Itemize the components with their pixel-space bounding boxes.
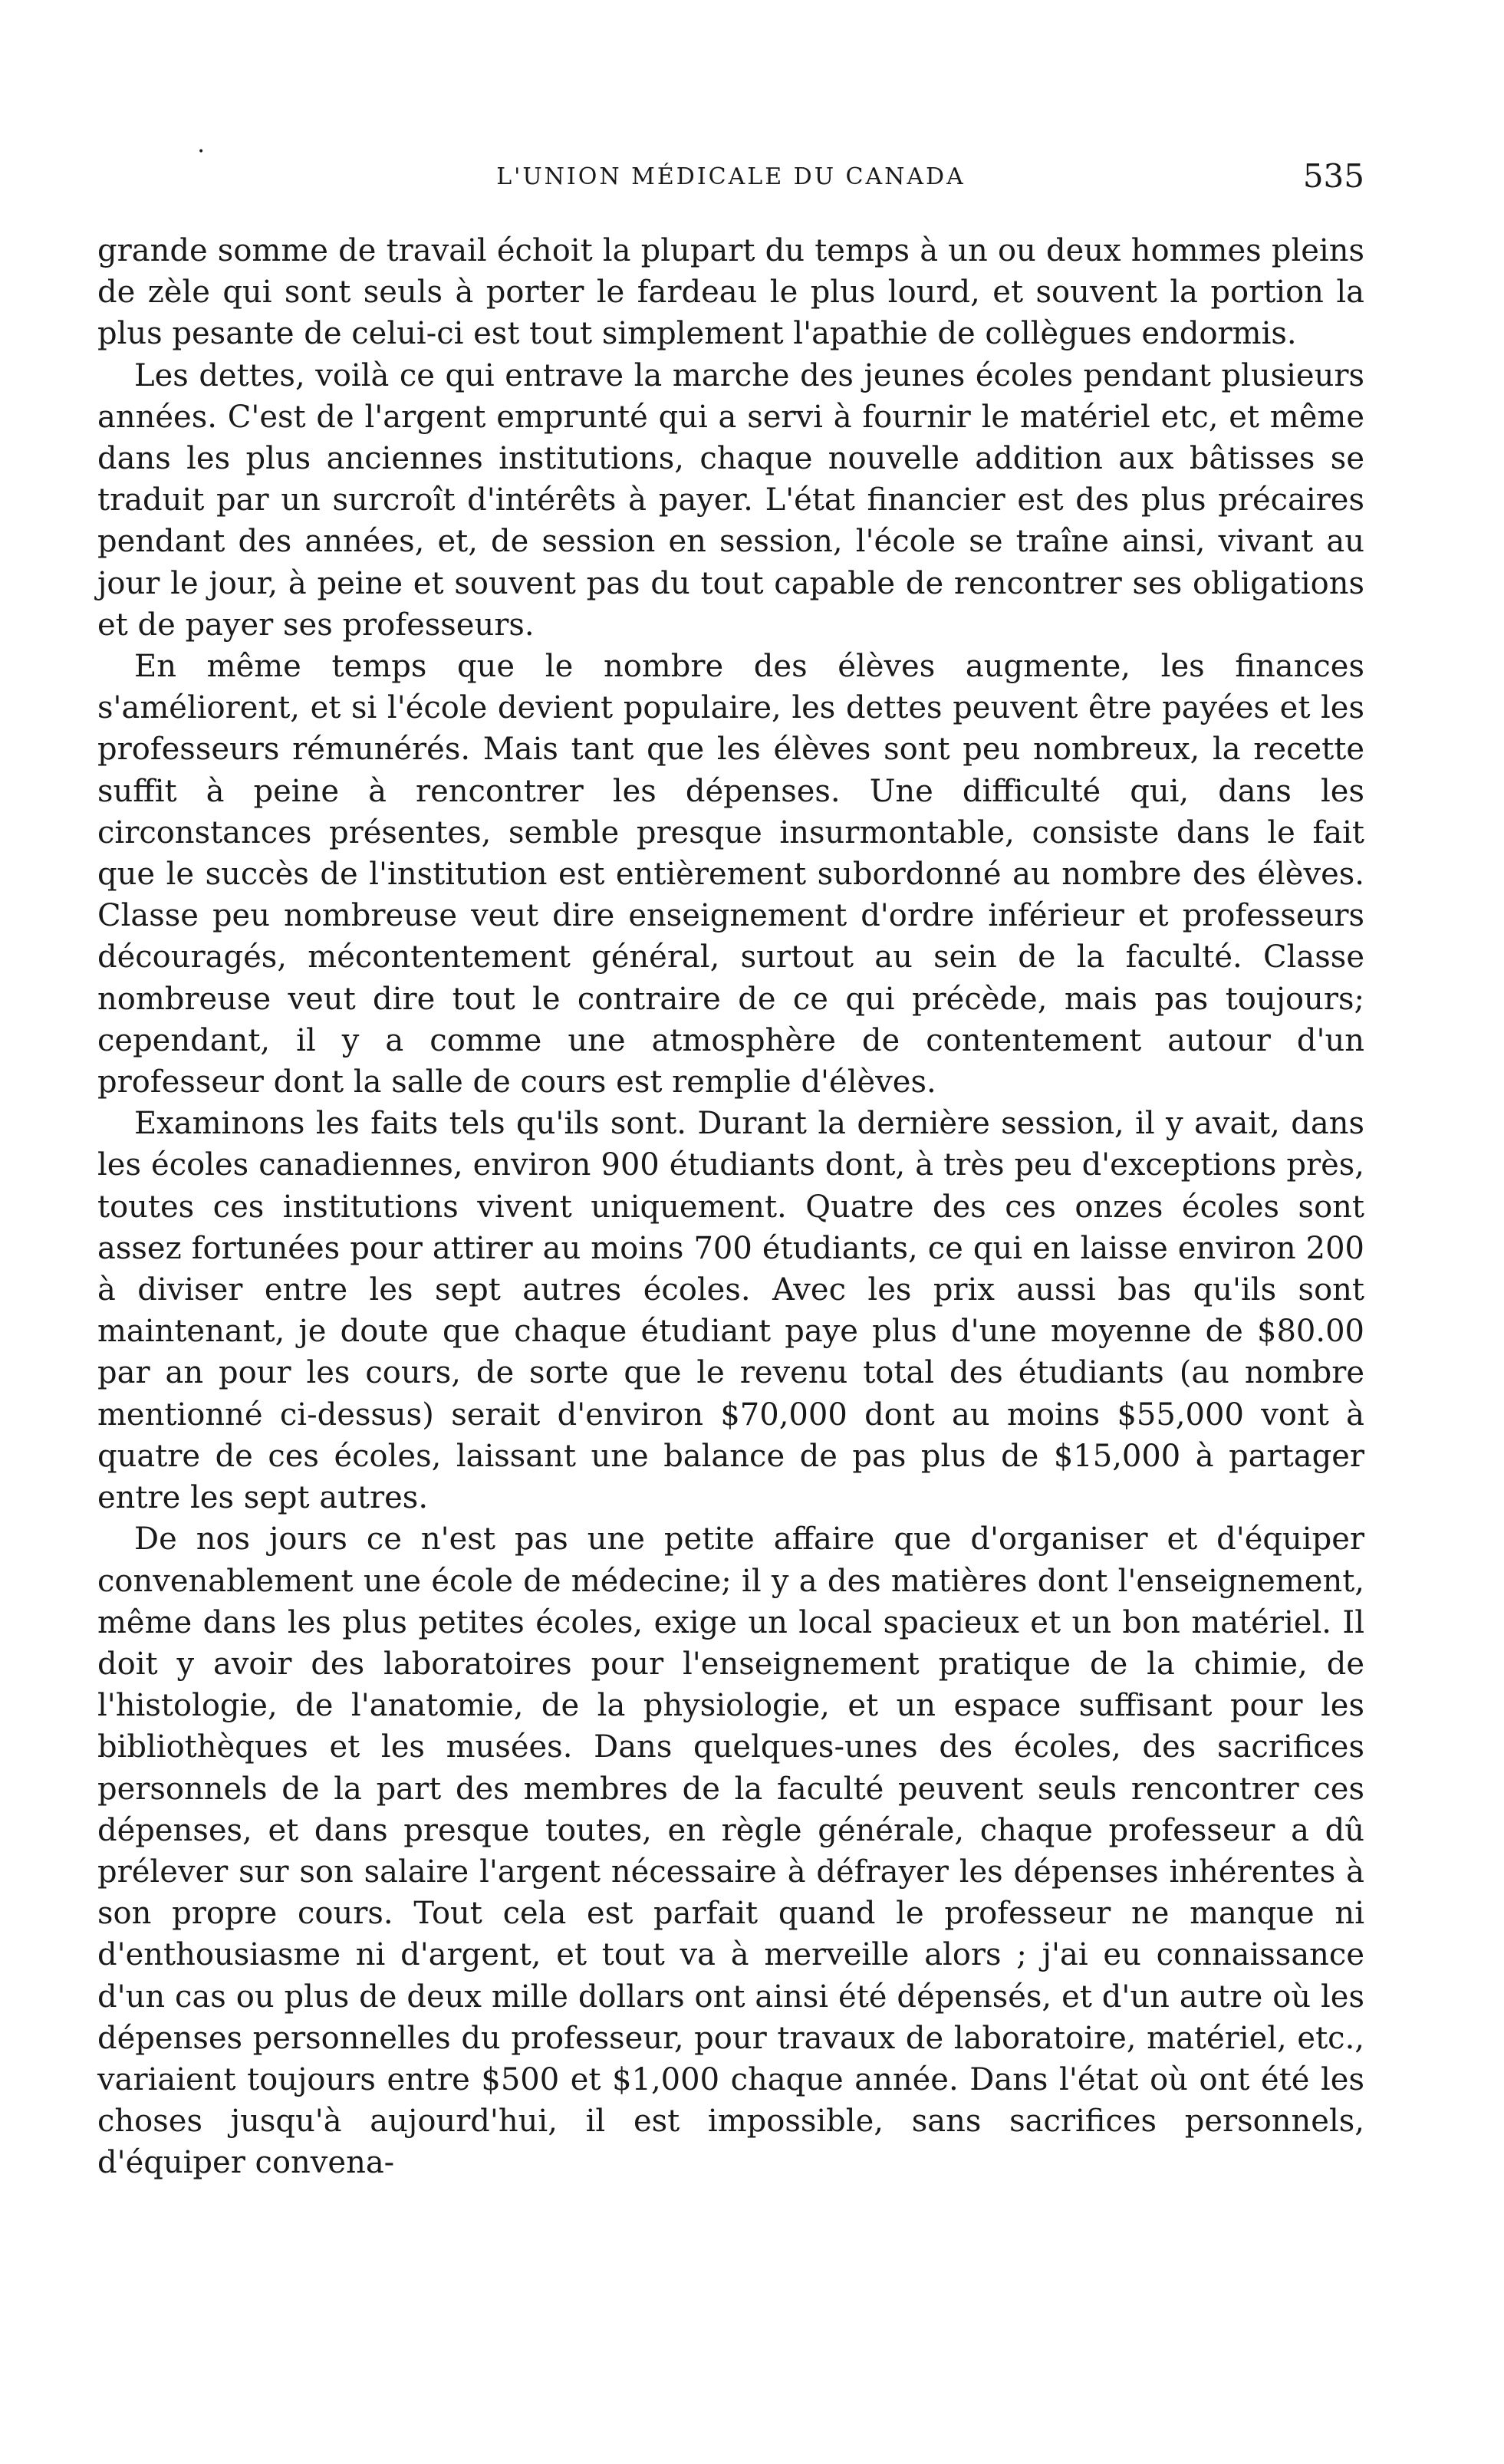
page-number: 535 [1302, 157, 1364, 195]
printer-mark: • [198, 146, 205, 158]
paragraph-dettes: Les dettes, voilà ce qui entrave la marche des jeunes écoles pendant plusieurs années. C'est de l'argent emprunté qui a servi à fournir le matériel etc, et même dans les plus anciennes institutions, chaque nouvelle addition aux bâtisses se traduit par un surcroît d'intérêts à payer. L'état financier est des plus précaires pendant des années, et, de session en session, l'école se traîne ainsi, vivant au jour le jour, à peine et souvent pas du tout capable de rencontrer ses obligations et de payer ses professeurs. [97, 357, 1364, 643]
paragraph-organiser: De nos jours ce n'est pas une petite affaire que d'organiser et d'équiper convenablement une école de médecine; il y a des matières dont l'enseignement, même dans les plus petites écoles, exige un local spacieux et un bon matériel. Il doit y avoir des laboratoires pour l'enseignement pratique de la chimie, de l'histologie, de l'anatomie, de la physiologie, et un espace suffisant pour les bibliothèques et les musées. Dans quelques-unes des écoles, des sacrifices personnels de la part des membres de la faculté peuvent seuls rencontrer ces dépenses, et dans presque toutes, en règle générale, chaque professeur a dû prélever sur son salaire l'argent nécessaire à défrayer les dépenses inhérentes à son propre cours. Tout cela est parfait quand le professeur ne manque ni d'enthousiasme ni d'argent, et tout va à merveille alors ; j'ai eu connaissance d'un cas ou plus de deux mille dollars ont ainsi été dépensés, et d'un autre où les dépenses personnelles du professeur, pour travaux de laboratoire, matériel, etc., variaient toujours entre $500 et $1,000 chaque année. Dans l'état où ont été les choses jusqu'à aujourd'hui, il est impossible, sans sacrifices personnels, d'équiper convena- [97, 1521, 1364, 2181]
body-text [97, 230, 1364, 2184]
page-header [97, 157, 1364, 203]
paragraph-finances: En même temps que le nombre des élèves augmente, les finances s'améliorent, et si l'école devient populaire, les dettes peuvent être payées et les professeurs rémunérés. Mais tant que les élèves sont peu nombreux, la recette suffit à peine à rencontrer les dépenses. Une difficulté qui, dans les circonstances présentes, semble presque insurmontable, consiste dans le fait que le succès de l'institution est entièrement subordonné au nombre des élèves. Classe peu nombreuse veut dire enseignement d'ordre inférieur et professeurs découragés, mécontentement général, surtout au sein de la faculté. Classe nombreuse veut dire tout le contraire de ce qui précède, mais pas toujours; cependant, il y a comme une atmosphère de contentement autour d'un professeur dont la salle de cours est remplie d'élèves. [97, 649, 1364, 1100]
running-title: L'UNION MÉDICALE DU CANADA [496, 163, 966, 190]
paragraph-examinons: Examinons les faits tels qu'ils sont. Durant la dernière session, il y avait, dans les écoles canadiennes, environ 900 étudiants dont, à très peu d'exceptions près, toutes ces institutions vivent uniquement. Quatre des ces onzes écoles sont assez fortunées pour attirer au moins 700 étudiants, ce qui en laisse environ 200 à diviser entre les sept autres écoles. Avec les prix aussi bas qu'ils sont maintenant, je doute que chaque étudiant paye plus d'une moyenne de $80.00 par an pour les cours, de sorte que le revenu total des étudiants (au nombre mentionné ci-dessus) serait d'environ $70,000 dont au moins $55,000 vont à quatre de ces écoles, laissant une balance de pas plus de $15,000 à partager entre les sept autres. [97, 1106, 1364, 1516]
paragraph-continued: grande somme de travail échoit la plupart du temps à un ou deux hommes pleins de zèle qui sont seuls à porter le fardeau le plus lourd, et souvent la portion la plus pesante de celui-ci est tout simplement l'apathie de collègues endormis. [97, 233, 1364, 352]
